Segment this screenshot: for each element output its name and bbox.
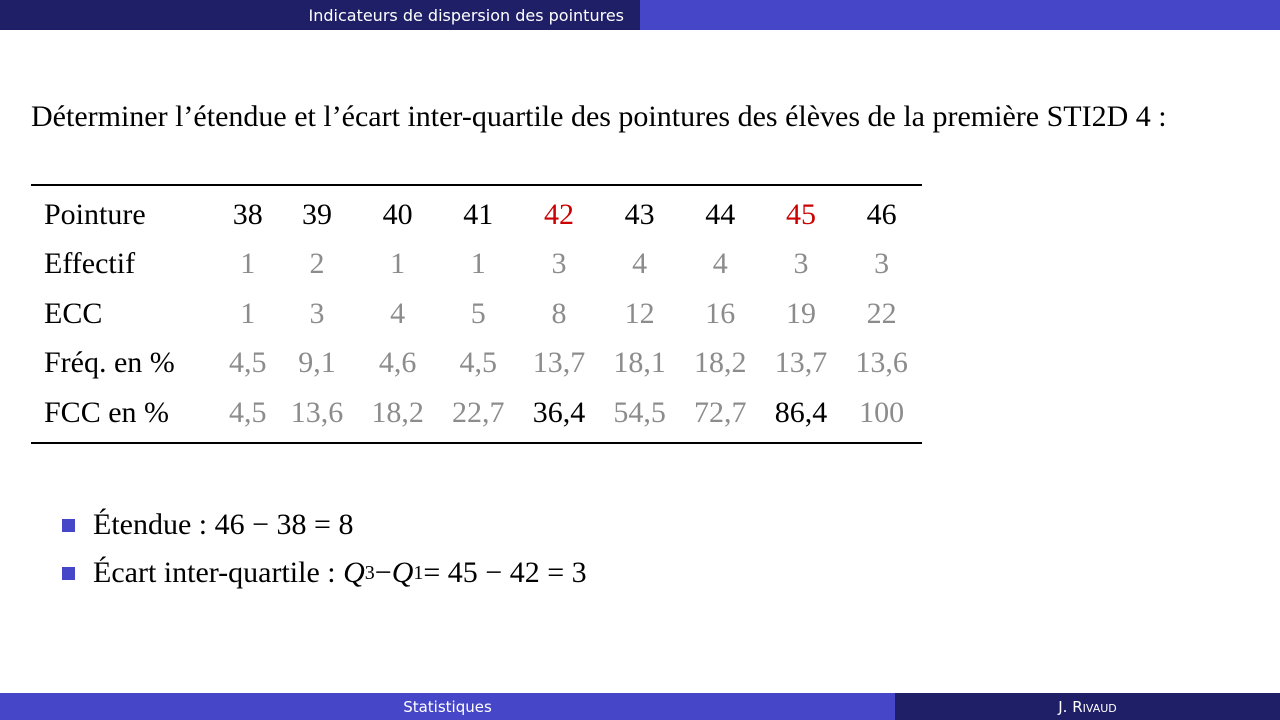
ecart-expression: = 45 − 42 = 3 (423, 556, 587, 589)
table-cell: 4,5 (229, 395, 267, 429)
table-cell: 44 (705, 197, 736, 231)
q1-subscript: 1 (413, 561, 424, 584)
table-cell: 46 (866, 197, 897, 231)
table-cell: 54,5 (613, 395, 666, 429)
table-cell: 18,2 (371, 395, 424, 429)
row-label: ECC (44, 296, 103, 330)
table-cell-q1-threshold: 36,4 (532, 395, 586, 429)
ecart-label: Écart inter-quartile : (93, 556, 336, 589)
table-cell: 4 (712, 247, 728, 281)
answer-list (62, 502, 587, 598)
q3-subscript: 3 (364, 561, 375, 584)
table-cell: 4 (390, 296, 406, 330)
header-title: Indicateurs de dispersion des pointures (0, 0, 640, 30)
table-cell: 22,7 (452, 395, 505, 429)
table-cell-q3: 45 (785, 197, 816, 231)
frequency-table (31, 184, 922, 444)
table-cell-q1: 42 (543, 197, 574, 231)
table-cell: 2 (309, 247, 325, 281)
table-cell: 41 (463, 197, 494, 231)
square-bullet-icon (62, 567, 75, 580)
minus-sign: − (374, 556, 392, 589)
list-item-ecart (62, 550, 587, 596)
table-cell: 18,1 (613, 346, 666, 380)
question-text: Déterminer l’étendue et l’écart inter-quartile des pointures des élèves de la première STI2D 4 : (31, 100, 1167, 133)
table-cell: 13,7 (532, 346, 586, 380)
list-item-etendue (62, 502, 587, 548)
slide-footer (0, 693, 1280, 720)
table-row-pointure (31, 185, 922, 240)
square-bullet-icon (62, 519, 75, 532)
header-accent-bar (640, 0, 1280, 30)
table-row-ecc (31, 289, 922, 339)
table-row-fcc (31, 388, 922, 443)
table-cell: 13,6 (290, 395, 344, 429)
table-cell: 13,7 (774, 346, 828, 380)
q1-symbol: Q (391, 556, 414, 589)
table-cell: 4,5 (229, 346, 267, 380)
footer-section: Statistiques (0, 693, 895, 720)
row-label: Effectif (44, 247, 136, 281)
row-label: Fréq. en % (44, 346, 175, 380)
table-cell: 3 (309, 296, 325, 330)
etendue-label: Étendue : (93, 508, 208, 541)
table-cell: 1 (240, 247, 256, 281)
table-cell: 1 (470, 247, 486, 281)
table-cell: 1 (240, 296, 256, 330)
etendue-expression: 46 − 38 = 8 (214, 508, 354, 541)
table-cell: 9,1 (298, 346, 336, 380)
table-cell: 4,5 (459, 346, 498, 380)
table-cell: 3 (874, 247, 890, 281)
table-cell: 3 (793, 247, 809, 281)
table-cell: 5 (470, 296, 486, 330)
table-cell: 72,7 (694, 395, 747, 429)
table-cell: 40 (382, 197, 413, 231)
footer-author: J. Rivaud (895, 693, 1280, 720)
table-cell: 16 (705, 296, 736, 330)
slide-header (0, 0, 1280, 30)
table-cell: 4,6 (378, 346, 417, 380)
table-row-effectif (31, 240, 922, 290)
table-cell: 3 (551, 247, 567, 281)
row-label: FCC en % (44, 395, 170, 429)
row-label: Pointure (44, 197, 146, 231)
q3-symbol: Q (343, 556, 365, 589)
table-cell: 18,2 (694, 346, 747, 380)
table-cell: 1 (390, 247, 406, 281)
table-cell: 13,6 (855, 346, 908, 380)
table-cell: 8 (551, 296, 567, 330)
table-cell: 19 (785, 296, 816, 330)
table-row-frequence (31, 339, 922, 389)
table-cell: 100 (859, 395, 905, 429)
table-cell: 4 (632, 247, 648, 281)
table-cell: 43 (624, 197, 655, 231)
table-cell: 22 (866, 296, 897, 330)
table-cell: 12 (624, 296, 655, 330)
table-cell: 38 (232, 197, 263, 231)
table-cell: 39 (301, 197, 332, 231)
table-cell-q3-threshold: 86,4 (774, 395, 828, 429)
